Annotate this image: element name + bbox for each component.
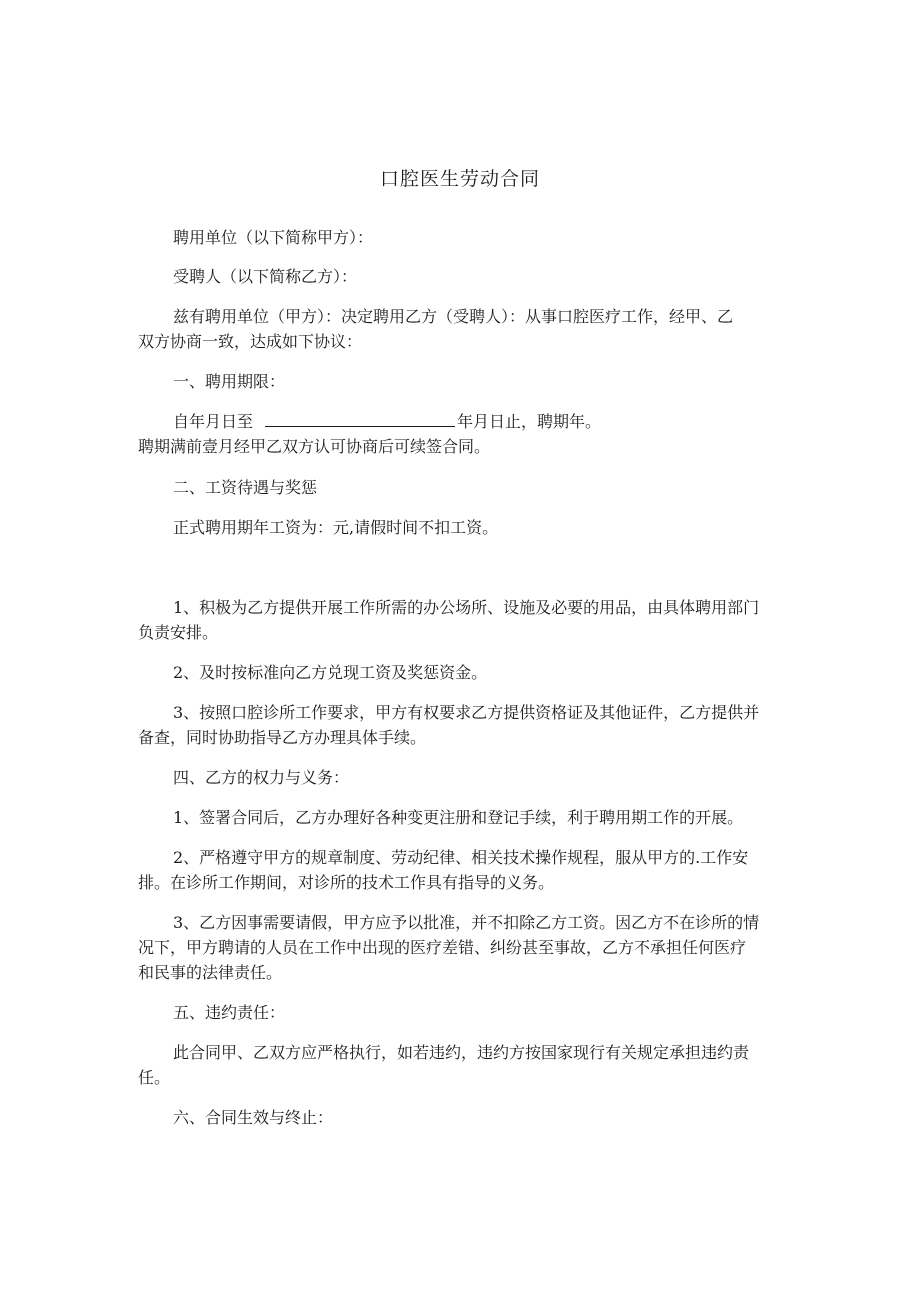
section-6-heading: 六、合同生效与终止： (173, 1108, 334, 1127)
renewal-line: 聘期满前壹月经甲乙双方认可协商后可续签合同。 (138, 437, 491, 456)
party-a-item-2: 2、及时按标准向乙方兑现工资及奖惩资金。 (173, 663, 488, 682)
breach-line-2: 任。 (138, 1068, 171, 1087)
section-5-heading: 五、违约责任： (173, 1003, 286, 1022)
term-prefix: 自年月日至 (173, 412, 254, 431)
document-title: 口腔医生劳动合同 (379, 168, 540, 190)
term-line (173, 410, 601, 434)
breach-line-1: 此合同甲、乙双方应严格执行，如若违约，违约方按国家现行有关规定承担违约责 (173, 1043, 750, 1062)
party-b-item-1: 1、签署合同后，乙方办理好各种变更注册和登记手续，利于聘用期工作的开展。 (173, 808, 744, 827)
intro-line-1: 兹有聘用单位（甲方）：决定聘用乙方（受聘人）：从事口腔医疗工作，经甲、乙 (173, 307, 734, 326)
salary-line: 正式聘用期年工资为：元,请假时间不扣工资。 (173, 518, 499, 537)
term-suffix: 年月日止，聘期年。 (457, 412, 602, 431)
employer-line: 聘用单位（以下简称甲方）： (173, 228, 374, 247)
section-1-heading: 一、聘用期限： (173, 372, 286, 391)
party-b-item-2-line-2: 排。在诊所工作期间，对诊所的技术工作具有指导的义务。 (138, 873, 555, 892)
party-a-item-1-line-2: 负责安排。 (138, 623, 219, 642)
party-b-item-3-line-2: 况下，甲方聘请的人员在工作中出现的医疗差错、纠纷甚至事故，乙方不承担任何医疗 (138, 938, 747, 957)
party-a-item-1-line-1: 1、积极为乙方提供开展工作所需的办公场所、设施及必要的用品，由具体聘用部门 (173, 598, 760, 617)
party-b-item-3-line-1: 3、乙方因事需要请假，甲方应予以批准，并不扣除乙方工资。因乙方不在诊所的情 (173, 913, 760, 932)
section-2-heading: 二、工资待遇与奖惩 (173, 478, 318, 497)
party-b-item-3-line-3: 和民事的法律责任。 (138, 963, 283, 982)
party-a-item-3-line-1: 3、按照口腔诊所工作要求，甲方有权要求乙方提供资格证及其他证件，乙方提供并 (173, 703, 760, 722)
term-blank (265, 411, 455, 427)
section-4-heading: 四、乙方的权力与义务： (173, 768, 350, 787)
employee-line: 受聘人（以下简称乙方）： (173, 267, 358, 286)
party-a-item-3-line-2: 备查，同时协助指导乙方办理具体手续。 (138, 728, 427, 747)
party-b-item-2-line-1: 2、严格遵守甲方的规章制度、劳动纪律、相关技术操作规程，服从甲方的.工作安 (173, 848, 749, 867)
intro-line-2: 双方协商一致，达成如下协议： (138, 332, 363, 351)
